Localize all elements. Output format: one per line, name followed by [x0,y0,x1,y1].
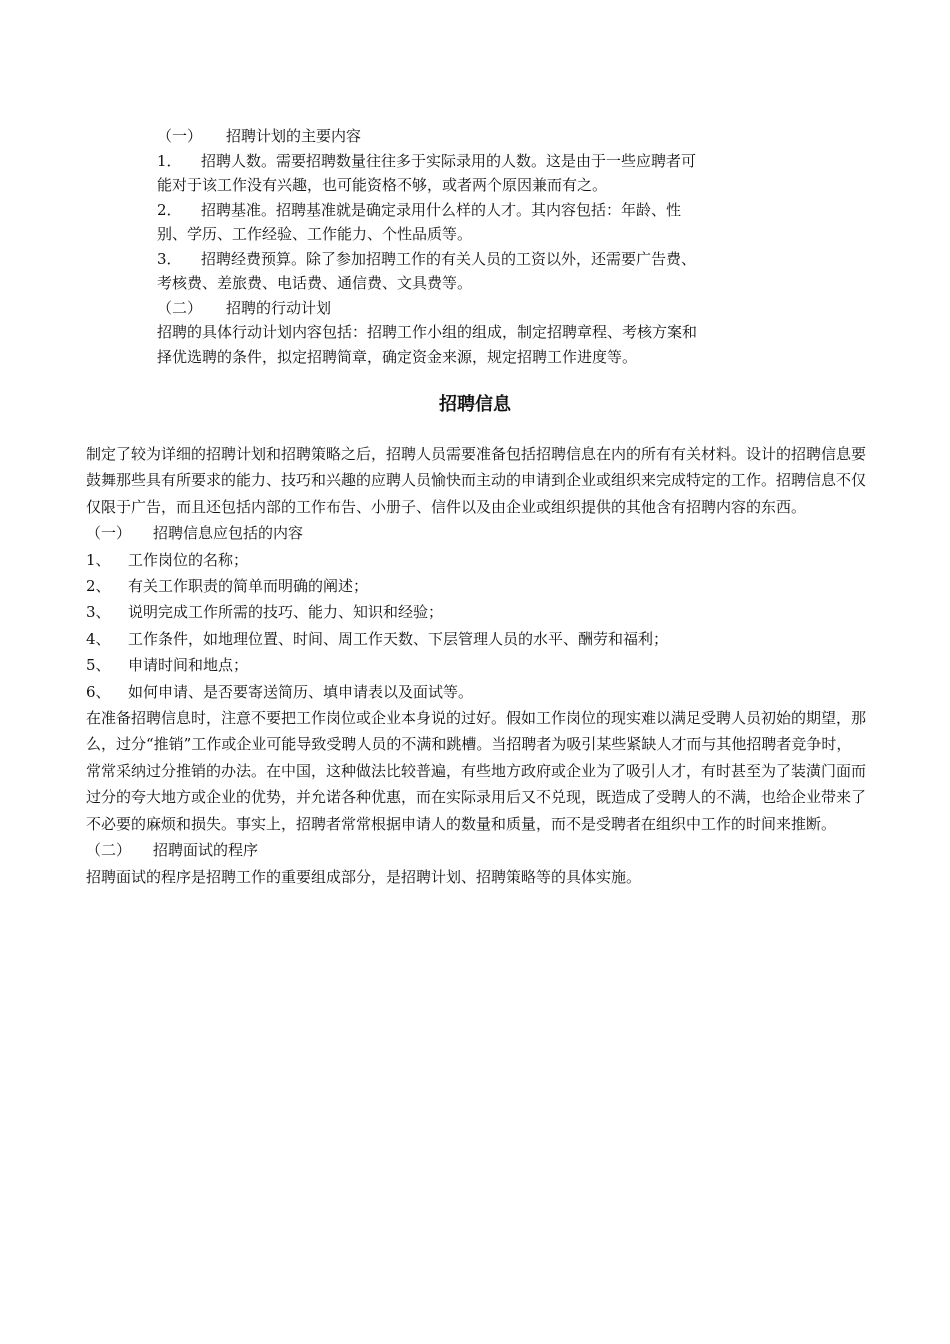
plan-item-1 [157,149,807,174]
list-item-number: 1、 [86,550,111,569]
info-section2-title: 招聘面试的程序 [153,841,259,860]
list-item-text: 有关工作职责的简单而明确的阐述； [128,577,369,596]
info-section1-heading [86,520,866,546]
plan-item-1-continued: 能对于该工作没有兴趣，也可能资格不够，或者两个原因兼而有之。 [157,176,608,194]
plan-item-2-continued: 别、学历、工作经验、工作能力、个性品质等。 [157,225,473,243]
plan-item-1-number: 1． [157,151,182,170]
page-title: 招聘信息 [439,394,511,415]
list-item-number: 2、 [86,577,111,596]
recruitment-plan-section [157,124,807,369]
info-section2-heading [86,837,866,863]
plan-section2-heading [157,296,807,321]
plan-section2-title: 招聘的行动计划 [226,298,332,317]
plan-section1-title: 招聘计划的主要内容 [226,127,362,145]
info-intro-paragraph: 制定了较为详细的招聘计划和招聘策略之后，招聘人员需要准备包括招聘信息在内的所有有关材料。设计的招聘信息要鼓舞那些具有所要求的能力、技巧和兴趣的应聘人员愉快而主动的申请到企业或组织来完成特定的工作。招聘信息不仅仅限于广告，而且还包括内部的工作布告、小册子、信件以及由企业或组织提供的其他含有招聘内容的东西。 [86,445,867,516]
recruitment-info-section [86,441,866,890]
plan-item-3-continued: 考核费、差旅费、电话费、通信费、文具费等。 [157,274,473,292]
list-item [86,626,866,652]
list-item-text: 说明完成工作所需的技巧、能力、知识和经验； [128,603,444,622]
list-item [86,547,866,573]
info-section2-label: （二） [86,841,132,860]
list-item-text: 申请时间和地点； [128,656,249,675]
plan-section1-heading [157,124,807,149]
list-item-number: 6、 [86,682,111,701]
list-item-number: 3、 [86,603,111,622]
plan-item-3 [157,247,807,272]
list-item-number: 5、 [86,656,111,675]
plan-action-line2: 择优选聘的条件，拟定招聘简章，确定资金来源，规定招聘工作进度等。 [157,347,638,366]
plan-section1-label: （一） [157,127,203,145]
plan-item-3-text-line1: 招聘经费预算。除了参加招聘工作的有关人员的工资以外，还需要广告费、 [201,249,697,268]
plan-item-2-text-line1: 招聘基准。招聘基准就是确定录用什么样的人才。其内容包括：年龄、性 [201,200,682,219]
info-section1-label: （一） [86,524,132,543]
info-section1-title: 招聘信息应包括的内容 [153,524,304,543]
plan-item-2 [157,198,807,223]
list-item-text: 工作条件，如地理位置、时间、周工作天数、下层管理人员的水平、酬劳和福利； [128,629,669,648]
list-item [86,652,866,678]
plan-action-line1: 招聘的具体行动计划内容包括：招聘工作小组的组成，制定招聘章程、考核方案和 [157,323,698,341]
list-item-text: 如何申请、是否要寄送简历、填申请表以及面试等。 [128,682,474,701]
list-item [86,599,866,625]
list-item [86,573,866,599]
list-item [86,679,866,705]
list-item-number: 4、 [86,629,111,648]
plan-item-3-number: 3． [157,249,182,268]
plan-item-1-text-line1: 招聘人数。需要招聘数量往往多于实际录用的人数。这是由于一些应聘者可 [201,151,697,170]
info-caution-paragraph: 在准备招聘信息时，注意不要把工作岗位或企业本身说的过好。假如工作岗位的现实难以满足受聘人员初始的期望，那么，过分“推销”工作或企业可能导致受聘人员的不满和跳槽。当招聘者为吸引某些紧缺人才而与其他招聘者竞争时，常常采纳过分推销的办法。在中国，这种做法比较普遍，有些地方政府或企业为了吸引人才，有时甚至为了装潢门面而过分的夸大地方或企业的优势，并允诺各种优惠，而在实际录用后又不兑现，既造成了受聘人的不满，也给企业带来了不必要的麻烦和损失。事实上，招聘者常常根据申请人的数量和质量，而不是受聘者在组织中工作的时间来推断。 [86,709,867,833]
plan-section2-label: （二） [157,298,203,317]
plan-item-2-number: 2． [157,200,182,219]
info-interview-paragraph: 招聘面试的程序是招聘工作的重要组成部分，是招聘计划、招聘策略等的具体实施。 [86,867,642,886]
list-item-text: 工作岗位的名称； [128,550,249,569]
